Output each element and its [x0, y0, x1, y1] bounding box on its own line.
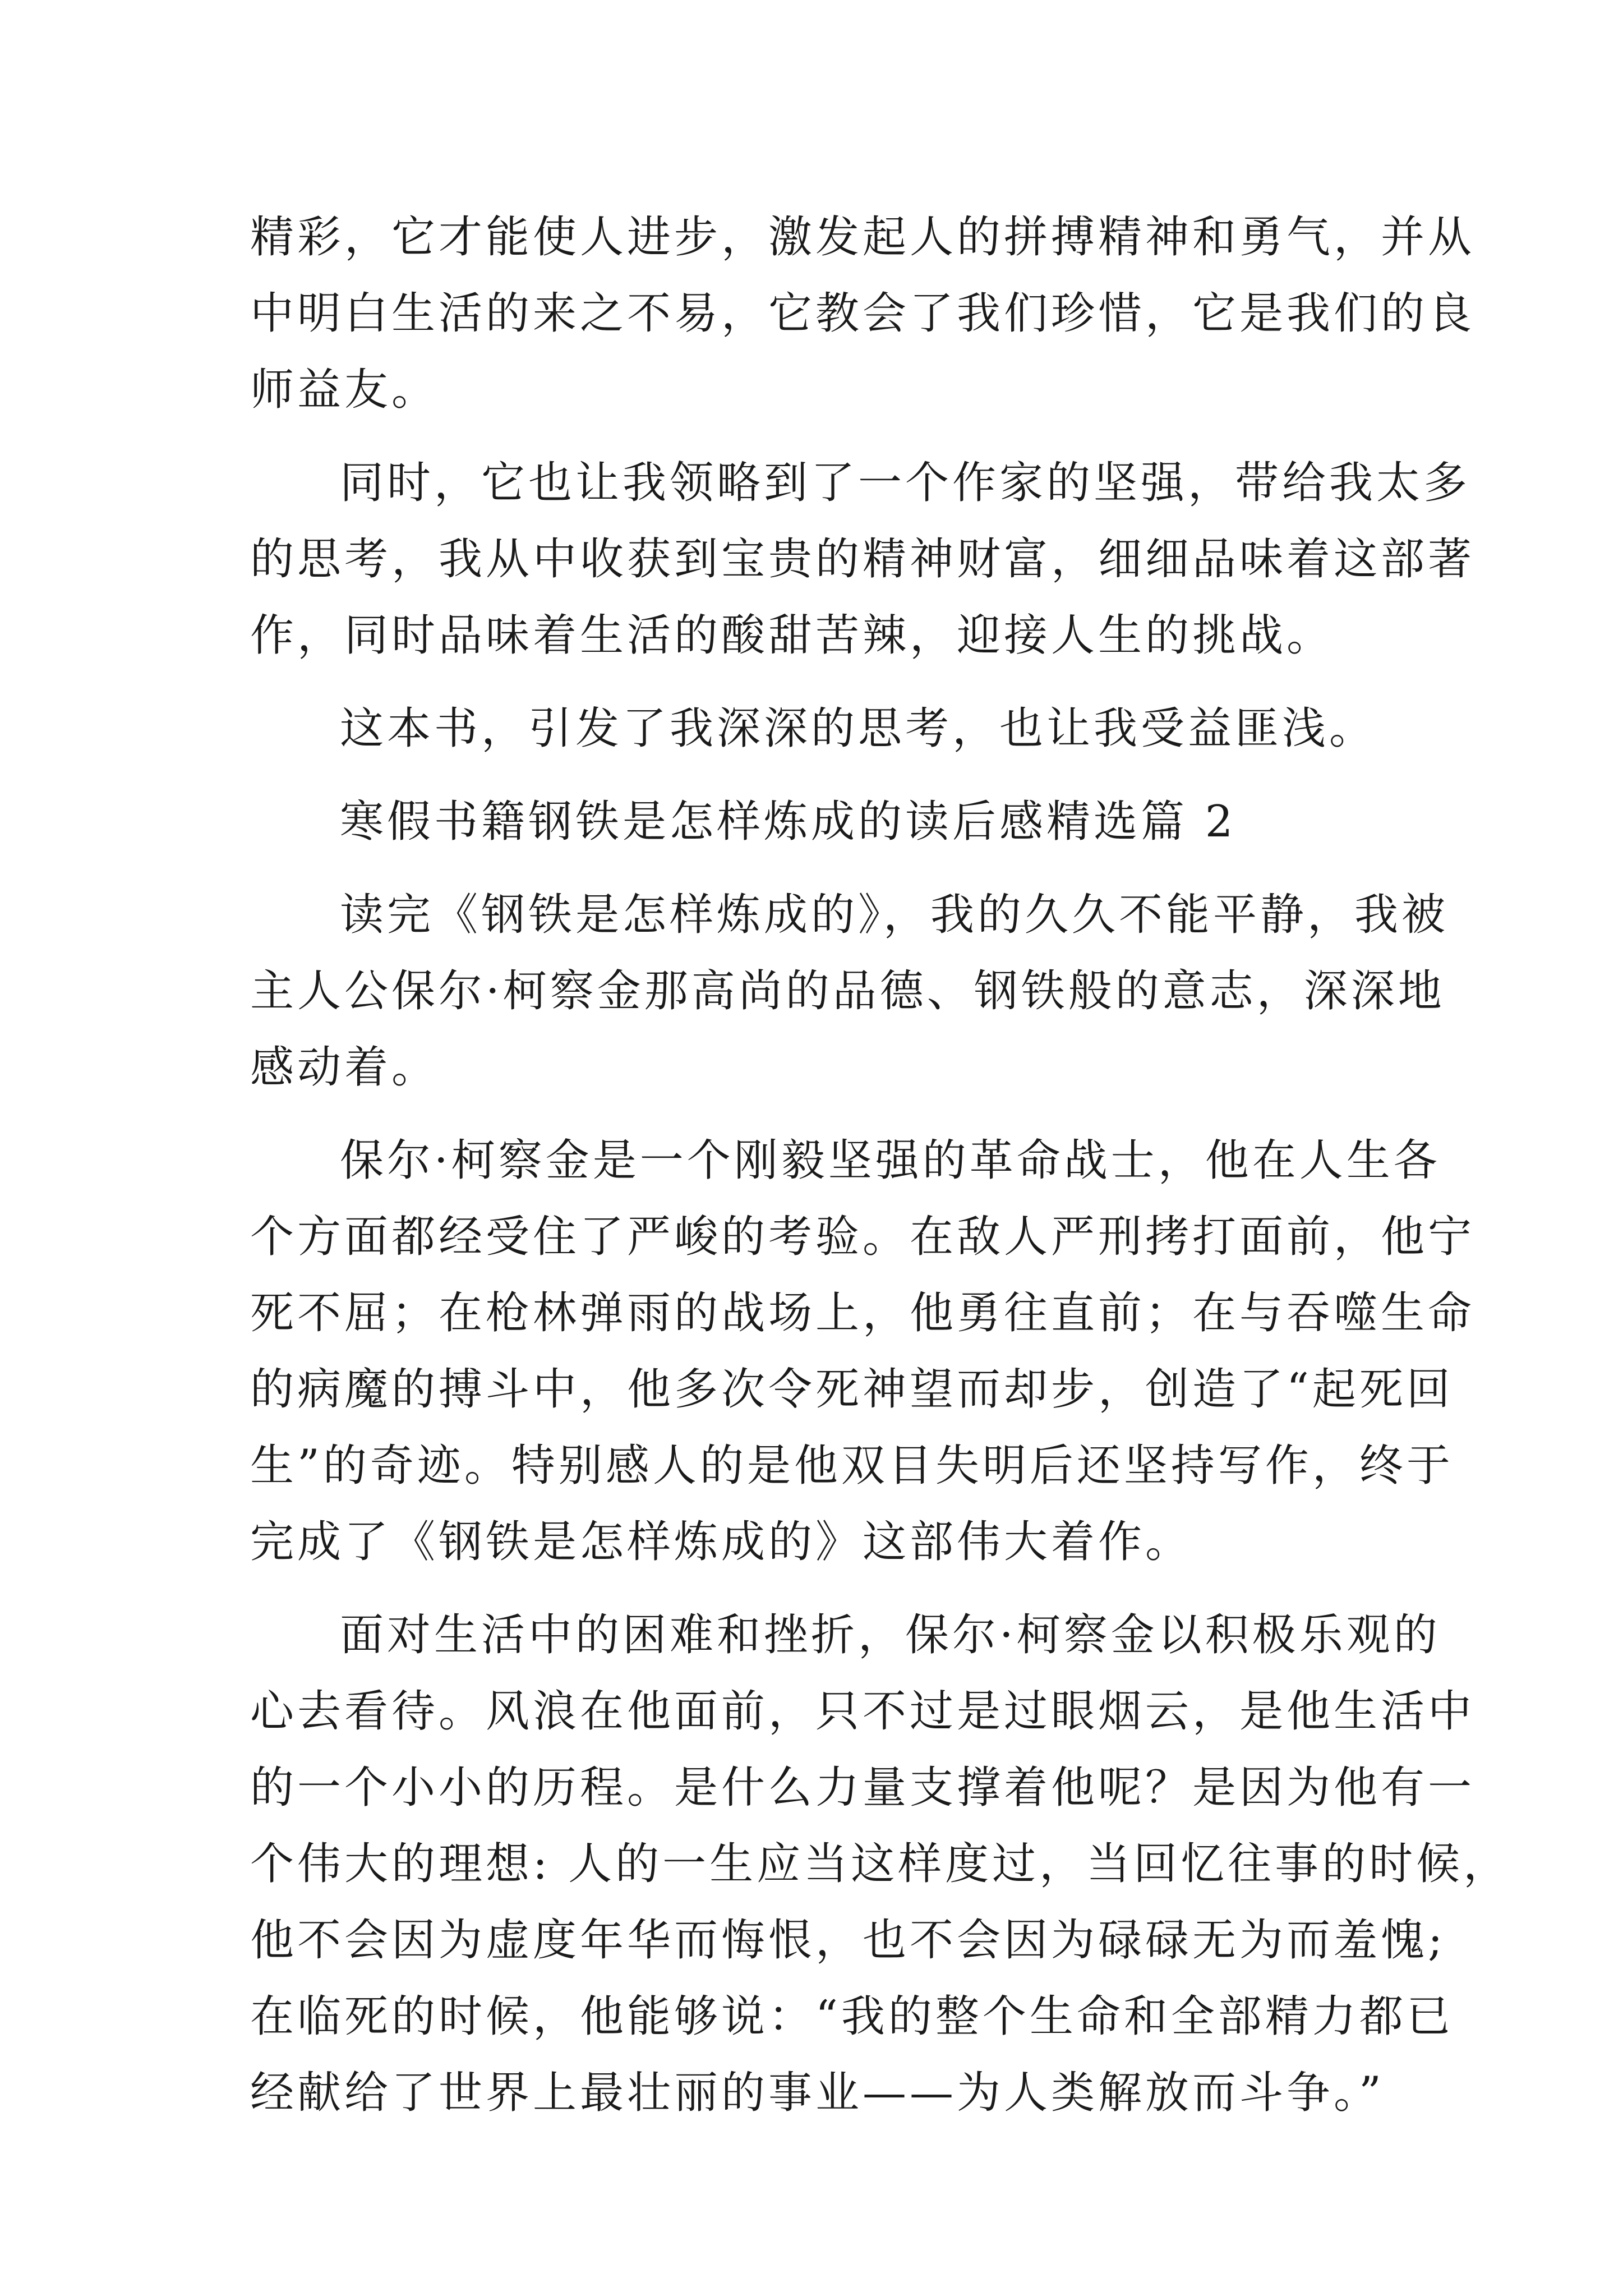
paragraph: [250, 1597, 1511, 2131]
paragraph: [250, 877, 1449, 1106]
text-line: 他不会因为虚度年华而悔恨，也不会因为碌碌无为而羞愧;: [250, 1915, 1446, 1966]
text-line: 感动着。: [250, 1042, 439, 1093]
text-line: 中明白生活的来之不易，它教会了我们珍惜，它是我们的良: [250, 288, 1476, 339]
paragraph: [250, 445, 1476, 674]
text-line: 保尔·柯察金是一个刚毅坚强的革命战士，他在人生各: [340, 1135, 1441, 1186]
heading-line: 寒假书籍钢铁是怎样炼成的读后感精选篇 2: [340, 797, 1237, 847]
text-line: 的病魔的搏斗中，他多次令死神望而却步，创造了“起死回: [250, 1364, 1454, 1415]
document-body: [250, 199, 1511, 2131]
text-line: 完成了《钢铁是怎样炼成的》这部伟大着作。: [250, 1517, 1193, 1567]
text-line: 个伟大的理想: 人的一生应当这样度过，当回忆往事的时候，: [250, 1839, 1511, 1889]
text-line: 精彩，它才能使人进步，激发起人的拼搏精神和勇气，并从: [250, 212, 1476, 263]
text-line: 个方面都经受住了严峻的考验。在敌人严刑拷打面前，他宁: [250, 1212, 1476, 1262]
text-line: 面对生活中的困难和挫折，保尔·柯察金以积极乐观的: [340, 1610, 1441, 1660]
text-line: 经献给了世界上最壮丽的事业——为人类解放而斗争。”: [250, 2068, 1385, 2118]
text-line: 死不屈；在枪林弹雨的战场上，他勇往直前；在与吞噬生命: [250, 1288, 1476, 1338]
paragraph: [250, 1122, 1476, 1580]
text-line: 主人公保尔·柯察金那高尚的品德、钢铁般的意志，深深地: [250, 966, 1445, 1016]
text-line: 的一个小小的历程。是什么力量支撑着他呢？是因为他有一: [250, 1763, 1476, 1813]
paragraph: [250, 691, 1380, 767]
text-line: 这本书，引发了我深深的思考，也让我受益匪浅。: [340, 703, 1377, 754]
section-heading: [250, 784, 1380, 860]
text-line: 在临死的时候，他能够说：“我的整个生命和全部精力都已: [250, 1991, 1454, 2042]
text-line: 读完《钢铁是怎样炼成的》，我的久久不能平静，我被: [340, 890, 1449, 940]
text-line: 生”的奇迹。特别感人的是他双目失明后还坚持写作，终于: [250, 1441, 1454, 1491]
text-line: 心去看待。风浪在他面前，只不过是过眼烟云，是他生活中: [250, 1686, 1476, 1737]
text-line: 同时，它也让我领略到了一个作家的坚强，带给我太多: [340, 458, 1471, 508]
paragraph: [250, 199, 1476, 428]
text-line: 作，同时品味着生活的酸甜苦辣，迎接人生的挑战。: [250, 610, 1334, 661]
text-line: 的思考，我从中收获到宝贵的精神财富，细细品味着这部著: [250, 534, 1476, 585]
text-line: 师益友。: [250, 365, 439, 415]
